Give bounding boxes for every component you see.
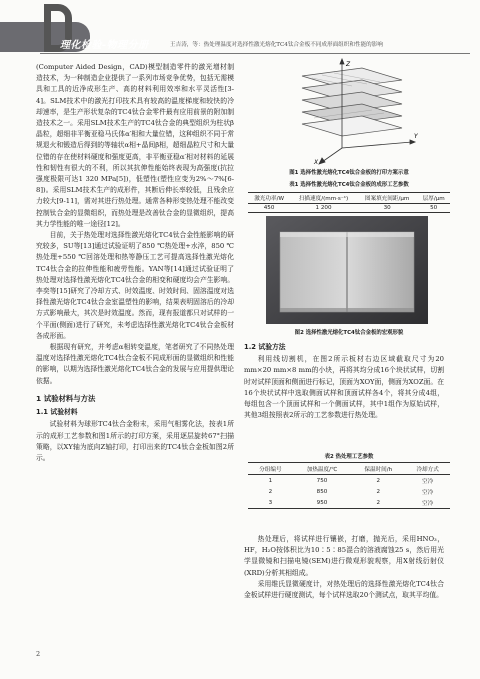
table-cell: 850 [316,488,328,495]
table-cell: 50 [430,205,438,211]
table-cell: 2 [376,488,381,495]
table-header: 分组编号 [259,466,282,473]
y-axis-label: Y [414,133,418,140]
paragraph: 根据现有研究，并考虑α相转变温度，笔者研究了不同热处理温度对选择性激光熔化TC4钛合金板不同成形面的显微组织和性能的影响，以期为选择性激光熔化TC4钛合金的发展与应用提供理论依据。 [36,343,234,385]
table-cell: 空冷 [422,500,434,507]
paragraph: 热处理后，将试样进行镶嵌，打磨，抛光后，采用HNO₃，HF，H₂O按体积比为10∶5∶85混合的溶液腐蚀25 s，然后用光学显微镜和扫描电镜(SEM)进行微观形貌观察，用X射线衍射仪(XRD)分析其相组成。 [244,535,444,577]
process-parameter-table [248,192,450,213]
paragraph: 采用维氏显微硬度计，对热处理后的选择性激光熔化TC4钛合金板试样进行硬度测试，每个试样选取20个测试点，取其平均值。 [244,579,444,600]
table-cell: 1 200 [315,205,332,211]
table-header: 加热温度/℃ [306,466,338,473]
table-header: 图案填充间距/μm [364,196,410,202]
page-number: 2 [36,650,41,658]
table-header: 层厚/μm [422,196,445,202]
figure2-caption: 图2 选择性激光熔化TC4钛合金板的宏观形貌 [294,330,404,336]
table-row [248,204,450,213]
subsection-heading: 1.2 试验方法 [244,343,286,351]
table-header: 扫描速度/(mm·s⁻¹) [298,196,349,202]
paragraph: 目前，关于热处理对选择性激光熔化TC4钛合金性能影响的研究较多，SU等[13]通过试验证明了850 ℃热处理+水淬，850 ℃热处理+550 ℃回溶处理和热等静压工艺可提高选择性激光熔化TC4钛合金的拉伸性能和疲劳性能。YAN等[14]通过试验证明了热处理对选择性激光熔化TC4钛合金的相变和硬度均会产生影响。李奕等[15]研究了冷却方式、时效温度、时效时间、固溶温度对选择性激光熔化TC4钛合金室温塑性的影响，结果表明固溶后的冷却方式影响最大，其次是时效温度。然而，现有报道都只对试样的一个平面(侧面)进行了研究，未考虑选择性激光熔化TC4钛合金板材各成形面。 [36,231,234,340]
table-header: 激光功率/W [254,196,284,202]
z-axis-label: Z [346,61,351,68]
table-cell: 2 [268,488,273,495]
table-cell: 30 [383,205,391,211]
table1-caption: 表1 选择性激光熔化TC4钛合金板的成形工艺参数 [289,182,409,188]
table-cell: 3 [268,499,273,506]
paragraph: (Computer Aided Design，CAD)模型制造零件的激光增材制造技术，为一种制造企业提供了一系列市场竞争优势，包括无需模具和工具的近净成形生产、高的材料利用效率和水平灵活性[3-4]。SLM技术中的激光打印技术具有较高的温度梯度和较快的冷却速率，是生产形状复杂的TC4钛合金零件最有应用前景的附加制造技术之一。采用SLM技术生产的TC4钛合金的典型组织为柱状β晶粒，超细非平衡亚稳马氏体α′相和大量位错，这种组织不同于常规退火和锻造后得到的等轴状α相+晶间β相，超细晶粒尺寸和大量位错的存在使材料硬度和强度更高，非平衡亚稳α′相对材料的延展性和韧性有很大的不利，所以其抗伸性能始终表现为高强度(抗拉强度极限可达1 320 MPa[5])，低塑性(塑性应变为2%～7%[6-8])。采用SLM技术生产的成形件，其断后伸长率较低，且残余应力较大[9-11]，需对其进行热处理。通常各种形变热处理不能改变控制钛合金的显微组织，而热处理是改善钛合金的显微组织，提高其力学性能的唯一途径[12]。 [36,63,234,228]
table-cell: 450 [263,205,275,211]
page-header [0,0,480,58]
printing-scheme-figure [262,58,432,168]
table-cell: 2 [376,499,381,506]
tc4-plate-photo [266,216,428,324]
paragraph: 试验材料为球形TC4钛合金粉末，采用气相雾化法，按表1所示的成形工艺参数和图1所示的打印方案，采用逐层旋转67°扫描策略，以XY轴为底向Z轴打印，打印出来的TC4钛合金板如图2所示。 [36,420,234,462]
table-cell: 1 [268,477,273,484]
table-cell: 750 [316,477,328,484]
section-heading: 1 试验材料与方法 [36,393,96,403]
heat-treatment-table [248,462,450,509]
heat-treatment-table-wrap [248,462,450,509]
left-column [36,62,234,464]
x-axis-label: X [314,159,319,166]
paragraph: 利用线切割机，在图2所示板材右边区域截取尺寸为20 mm×20 mm×8 mm的小块，再将其均分成16个块状试样，切割时对试样顶面和侧面进行标记，顶面为XOY面，侧面为XOZ面。在16个块状试样中选取侧面试样和顶面试样各4个，将其分成4组，每组包含一个顶面试样和一个侧面试样，其中1组作为原始试样，其他3组按照表2所示的工艺参数进行热处理。 [244,355,444,420]
table-row [248,497,450,509]
table-header: 冷却方式 [416,466,439,473]
subsection-heading: 1.1 试验材料 [36,408,78,417]
right-column [244,340,444,421]
table-row [248,486,450,497]
table-cell: 空冷 [422,478,434,485]
right-column-bottom [244,534,444,601]
figure1-caption: 图1 选择性激光熔化TC4钛合金板的打印方案示意 [289,170,409,176]
header-rule [40,53,470,54]
table-row [248,475,450,487]
table-header: 保温时间/h [364,466,393,473]
table-cell: 2 [376,477,381,484]
table-cell: 950 [316,499,328,506]
journal-logo-text: 理化检验-物理分册 [60,40,149,51]
running-title: 王吉涛，等：热处理温度对选择性激光熔化TC4钛合金板不同成形面组织和性能的影响 [170,42,383,48]
table-cell: 空冷 [422,489,434,496]
table2-caption: 表2 热处理工艺参数 [324,454,374,460]
